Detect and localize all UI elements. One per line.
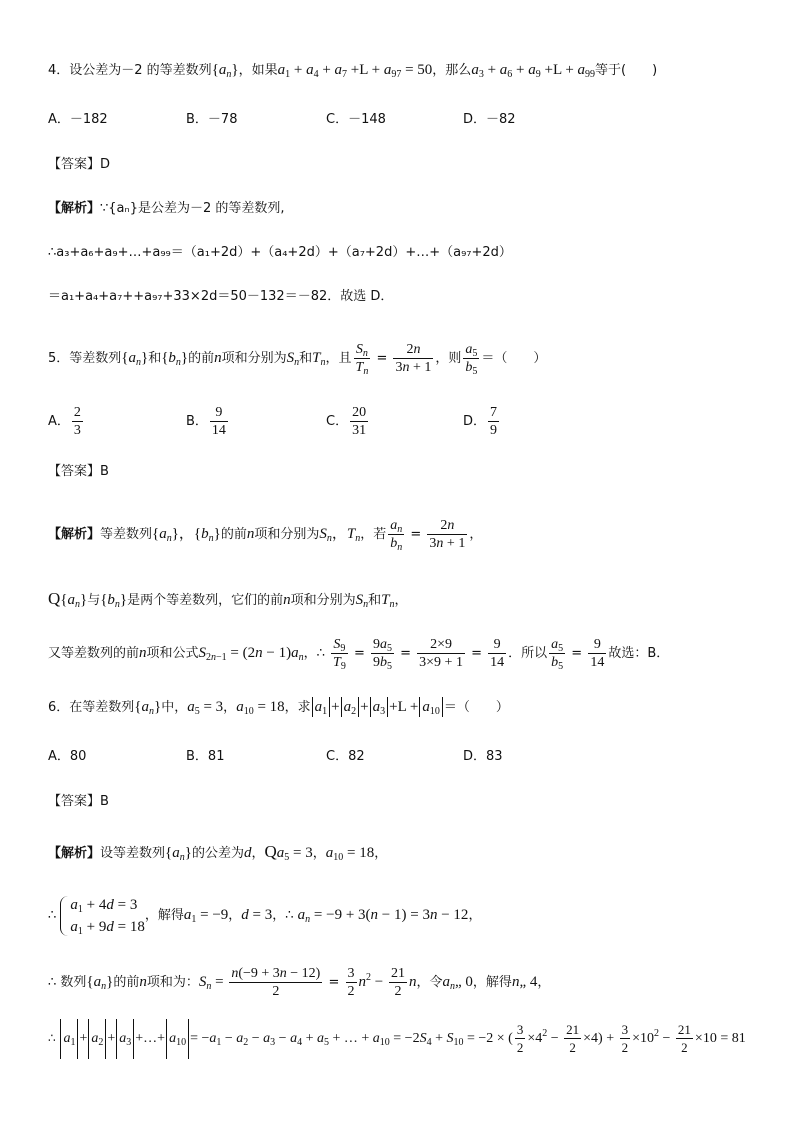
analysis-text: ．所以 (508, 646, 548, 661)
option-label: C． (326, 414, 349, 429)
q5-option-b (186, 404, 230, 439)
q4-stem: 4．设公差为－2 的等差数列$\{a_n\}$，如果$a_1 + a_4 + a_7 +L + a_{97} = 50$，那么$a_3 + a_6 + a_9 +L + a_{99}$等于( ) (48, 62, 658, 80)
analysis-text: 的公差为 (191, 846, 244, 861)
analysis-text: 又等差数列的前 (48, 646, 140, 661)
q4-option-a: A．－182 (48, 112, 108, 127)
q6-stem-text: ，求 (284, 700, 311, 715)
analysis-label: 【解析】 (48, 527, 101, 542)
analysis-text: ，解得 (472, 975, 512, 990)
analysis-text: 是两个等差数列，它们的前 (127, 593, 284, 608)
analysis-text: ，令 (416, 975, 443, 990)
q5-stem-text: 项和分别为 (221, 351, 287, 366)
q6-option-a: A．80 (48, 749, 87, 764)
q4-stem-text: ，如果 (238, 63, 278, 78)
analysis-text: 设等差数列 (100, 846, 166, 861)
option-label: A． (48, 414, 70, 429)
q5-stem-text: ，且 (325, 351, 352, 366)
analysis-text: 项和公式 (146, 646, 199, 661)
q5-stem-text: 的前 (188, 351, 215, 366)
option-label: D． (463, 414, 487, 429)
q6-analysis-4: ∴ $a_1 + a_2 + a_3$ +…+ $a_{10} = -a_1 - a_2 - a_3 - a_4 + a_5$ + … + $a_{10} = -2S_4 + S_{10} = -2$ × ( $\frac{3}{2}$ $\times 4^2$ − $\frac{21}{2}$ ×4) + $\frac{3}{2}$ $\times 10^2$ − $\frac{21}{2}$ ×10 = 81 (48, 1018, 746, 1059)
q6-answer: 【答案】B (48, 794, 109, 809)
q6-option-d: D．83 (463, 749, 503, 764)
q6-stem: 6．在等差数列$\{a_n\}$中，$a_5 = 3$，$a_{10} = 18$，求 $a_1 + a_2 + a_3 +L + a_{10}$ ＝（ ） (48, 699, 509, 717)
q6-analysis-1: 【解析】设等差数列$\{a_n\}$的公差为d，$Qa_5 = 3$，$a_{10} = 18$， (48, 842, 388, 863)
option-denominator: 31 (352, 423, 367, 438)
q6-stem-text: 中， (161, 700, 188, 715)
q4-option-d: D．－82 (463, 112, 516, 127)
analysis-label: 【解析】 (48, 846, 101, 861)
analysis-text: ， (537, 975, 551, 990)
q5-option-a (48, 404, 85, 439)
analysis-text: ∵{aₙ}是公差为－2 的等差数列, (100, 201, 285, 216)
analysis-text: ，若 (360, 527, 387, 542)
q4-stem-text: 4．设公差为－2 的等差数列 (48, 63, 212, 78)
analysis-text: 的前 (113, 975, 140, 990)
analysis-text: 项和分别为 (290, 593, 356, 608)
q4-option-b: B．－78 (186, 112, 238, 127)
q5-stem-text: ，则 (435, 351, 462, 366)
q6-option-c: C．82 (326, 749, 365, 764)
analysis-label: 【解析】 (48, 201, 101, 216)
analysis-text: 项和为： (146, 975, 199, 990)
analysis-text: 数列 (60, 975, 87, 990)
q6-option-b: B．81 (186, 749, 225, 764)
option-numerator: 20 (352, 405, 367, 420)
q5-analysis-3: 又等差数列的前n项和公式$S_{2n-1} = (2n - 1)a_n$，∴ $\frac{S_9}{T_9}$ = $\frac{9a_5}{9b_5}$ = $\frac{2\times 9}{3\times 9 + 1}$ = $\frac{9}{14}$ ．所以 $\frac{a_5}{b_5}$ = $\frac{9}{14}$ 故选：B． (48, 637, 670, 672)
analysis-text: 与 (87, 593, 101, 608)
q4-analysis-1 (48, 199, 285, 219)
q5-stem-text: 和 (299, 351, 313, 366)
q5-option-d (463, 404, 501, 439)
q6-stem-text: 6．在等差数列 (48, 700, 135, 715)
q4-answer: 【答案】D (48, 157, 111, 172)
q5-option-c (326, 404, 370, 439)
analysis-text: ，解得 (144, 908, 184, 923)
q4-analysis-2: ∴a₃+a₆+a₉+…+a₉₉＝（a₁+2d）+（a₄+2d）+（a₇+2d）+…+（a₉₇+2d） (48, 245, 512, 260)
q4-stem-text: 等于( ) (595, 63, 658, 78)
q6-analysis-3: ∴ 数列$\{a_n\}$的前n项和为：$S_n$ = $\frac{n(-9 + 3n - 12)}{2}$ = $\frac{3}{2}$ $n^2$ − $\frac{21}{2}$ n，令$a_n„$ 0，解得n„ 4， (48, 966, 551, 999)
option-denominator: 3 (73, 423, 81, 438)
q6-stem-text: ＝（ ） (443, 700, 509, 715)
q4-analysis-3: ＝a₁+a₄+a₇++a₉₇+33×2d＝50－132＝－82．故选 D． (48, 289, 394, 304)
analysis-text: 的前 (220, 527, 247, 542)
q5-analysis-1: 【解析】等差数列$\{a_n\}$，$\{b_n\}$的前n项和分别为$S_n$，$T_n$，若 $\frac{a_n}{b_n}$ = $\frac{2n}{3n + 1}$ ， (48, 518, 483, 553)
q5-stem-text: 和 (148, 351, 162, 366)
q5-stem-text: ＝（ ） (481, 351, 547, 366)
q6-analysis-2: ∴ $a_1 + 4d = 3$ $a_1 + 9d = 18$ ，解得$a_1 = -9$，d = 3，∴ $a_n = -9 + 3(n - 1) = 3n - 12$， (48, 892, 481, 939)
analysis-text: 故选：B． (608, 646, 670, 661)
q5-stem: 5．等差数列$\{a_n\}$和$\{b_n\}$的前n项和分别为$S_n$和$T_n$，且 $\frac{S_n}{T_n}$ = $\frac{2n}{3n + 1}$ ，则 $\frac{a_5}{b_5}$ ＝（ ） (48, 342, 547, 377)
option-numerator: 2 (73, 405, 81, 420)
option-numerator: 9 (210, 404, 228, 422)
analysis-text: 项和分别为 (254, 527, 320, 542)
option-numerator: 7 (490, 405, 498, 420)
q4-option-c: C．－148 (326, 112, 386, 127)
option-denominator: 14 (211, 423, 226, 438)
q5-analysis-2: $Q\{a_n\}$与$\{b_n\}$是两个等差数列，它们的前n项和分别为$S_n$和$T_n$， (48, 589, 408, 610)
q5-answer: 【答案】B (48, 464, 109, 479)
q5-stem-text: 5．等差数列 (48, 351, 122, 366)
analysis-text: 等差数列 (100, 527, 153, 542)
option-denominator: 9 (490, 423, 498, 438)
analysis-text: 和 (368, 593, 382, 608)
option-label: B． (186, 414, 208, 429)
q4-stem-text: ，那么 (432, 63, 472, 78)
